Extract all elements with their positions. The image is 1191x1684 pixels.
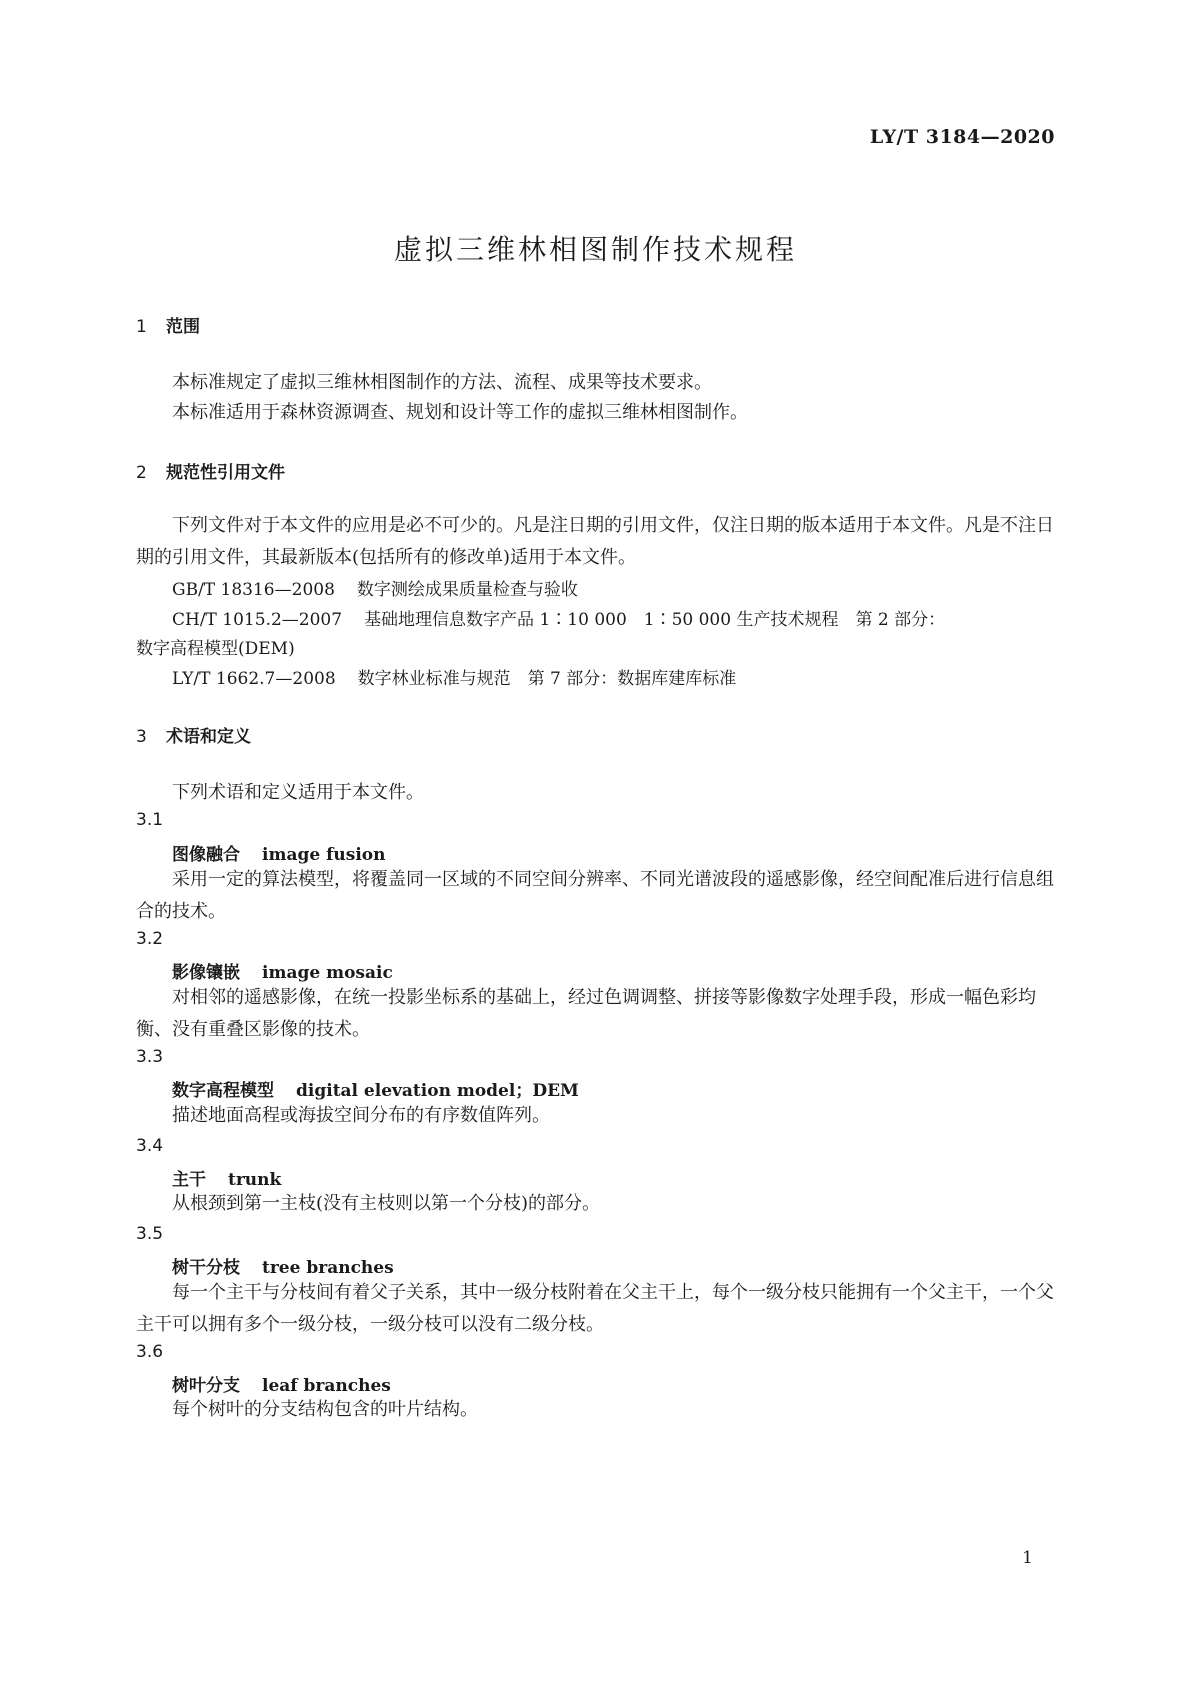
reference-title: 数字林业标准与规范 第 7 部分：数据库建库标准 (357, 669, 737, 689)
paragraph: 下列术语和定义适用于本文件。 (172, 782, 424, 803)
paragraph: 本标准规定了虚拟三维林相图制作的方法、流程、成果等技术要求。 (172, 372, 712, 393)
paragraph: 下列文件对于本文件的应用是必不可少的。凡是注日期的引用文件，仅注日期的版本适用于本文件。凡是不注日期的引用文件，其最新版本(包括所有的修改单)适用于本文件。 (136, 515, 1054, 568)
term-zh: 数字高程模型 (172, 1081, 274, 1101)
reference-title: 基础地理信息数字产品 1∶10 000 1∶50 000 生产技术规程 第 2 部分： (364, 610, 946, 630)
term-zh: 树干分枝 (172, 1258, 240, 1278)
reference-code: GB/T 18316—2008 (172, 580, 335, 600)
term-en: digital elevation model；DEM (296, 1081, 579, 1101)
term-entry (172, 840, 385, 865)
term-number: 3.1 (136, 810, 164, 830)
document-title: 虚拟三维林相图制作技术规程 (393, 233, 797, 266)
section-number: 3 (136, 727, 147, 747)
term-definition: 对相邻的遥感影像，在统一投影坐标系的基础上，经过色调调整、拼接等影像数字处理手段，形成一幅色彩均衡、没有重叠区影像的技术。 (136, 987, 1036, 1040)
normative-reference (172, 664, 736, 689)
term-en: image fusion (262, 845, 386, 865)
term-entry (172, 958, 393, 983)
section-number: 1 (136, 317, 147, 337)
term-zh: 影像镶嵌 (172, 963, 240, 983)
page-number: 1 (1022, 1548, 1033, 1568)
term-definition: 从根颈到第一主枝(没有主枝则以第一个分枝)的部分。 (172, 1193, 601, 1214)
section-title: 规范性引用文件 (166, 463, 285, 483)
term-entry (172, 1371, 391, 1396)
term-definition: 采用一定的算法模型，将覆盖同一区域的不同空间分辨率、不同光谱波段的遥感影像，经空间配准后进行信息组合的技术。 (136, 869, 1054, 922)
section-2-heading (136, 458, 285, 483)
term-en: trunk (228, 1170, 282, 1190)
term-number: 3.4 (136, 1136, 164, 1156)
term-number: 3.6 (136, 1342, 164, 1362)
reference-code: CH/T 1015.2—2007 (172, 610, 343, 630)
paragraph: 本标准适用于森林资源调查、规划和设计等工作的虚拟三维林相图制作。 (172, 402, 748, 423)
term-zh: 图像融合 (172, 845, 240, 865)
section-number: 2 (136, 463, 147, 483)
term-en: tree branches (262, 1258, 394, 1278)
term-number: 3.3 (136, 1047, 164, 1067)
reference-code: LY/T 1662.7—2008 (172, 669, 336, 689)
term-zh: 树叶分支 (172, 1376, 240, 1396)
term-zh: 主干 (172, 1170, 206, 1190)
term-entry (172, 1165, 281, 1190)
normative-reference (172, 605, 945, 630)
term-entry (172, 1076, 579, 1101)
term-definition: 每一个主干与分枝间有着父子关系，其中一级分枝附着在父主干上，每个一级分枝只能拥有一个父主干，一个父主干可以拥有多个一级分枝，一级分枝可以没有二级分枝。 (136, 1282, 1054, 1335)
term-entry (172, 1253, 394, 1278)
term-en: leaf branches (262, 1376, 391, 1396)
term-number: 3.2 (136, 929, 164, 949)
term-definition: 每个树叶的分支结构包含的叶片结构。 (172, 1399, 478, 1420)
term-definition: 描述地面高程或海拔空间分布的有序数值阵列。 (172, 1105, 550, 1126)
standard-code: LY/T 3184—2020 (869, 126, 1055, 148)
term-number: 3.5 (136, 1224, 164, 1244)
reference-continuation: 数字高程模型(DEM) (136, 639, 295, 659)
normative-reference (172, 575, 578, 600)
term-en: image mosaic (262, 963, 393, 983)
section-1-heading (136, 312, 200, 337)
section-title: 范围 (166, 317, 200, 337)
section-3-heading (136, 722, 251, 747)
reference-title: 数字测绘成果质量检查与验收 (356, 580, 578, 600)
section-title: 术语和定义 (166, 727, 251, 747)
